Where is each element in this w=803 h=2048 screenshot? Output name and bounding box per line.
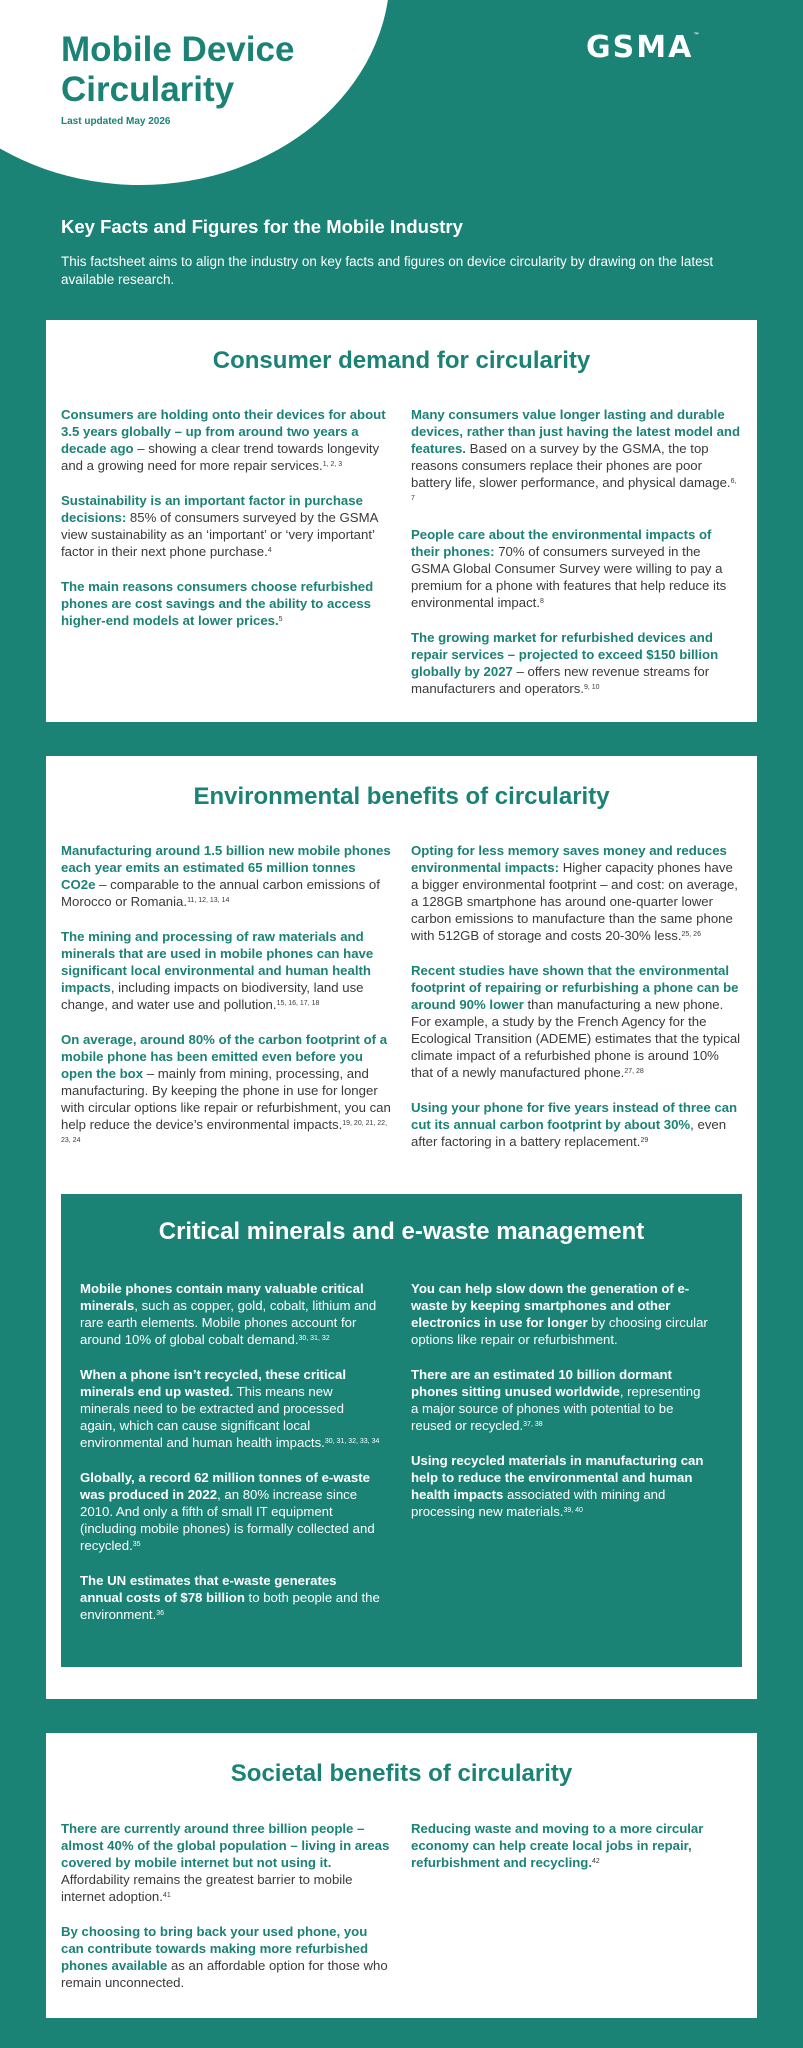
societal-right-column bbox=[411, 1820, 741, 1889]
fact-text: Higher capacity phones have a bigger environmental footprint – and cost: on average, a 128GB smartphone has around one-quarter lower carbon emissions to manufacture than the same phone with 512GB of storage and costs 20-30% less. bbox=[411, 860, 738, 943]
fact-highlight: Consumers are holding onto their devices for about 3.5 years globally – up from around two years a decade ago bbox=[61, 407, 386, 456]
fact-text: – comparable to the annual carbon emissions of Morocco or Romania. bbox=[61, 877, 380, 909]
fact-text: 70% of consumers surveyed in the GSMA Global Consumer Survey were willing to pay a premium for a phone with features that help reduce its environmental impact. bbox=[411, 544, 727, 610]
environmental-benefits-card bbox=[46, 756, 757, 1699]
intro-text: This factsheet aims to align the industry on key facts and figures on device circularity by drawing on the latest available research. bbox=[61, 254, 714, 287]
fact-paragraph bbox=[411, 1280, 711, 1348]
fact-highlight: Manufacturing around 1.5 billion new mobile phones each year emits an estimated 65 million tonnes CO2e bbox=[61, 843, 391, 892]
fact-text: 85% of consumers surveyed by the GSMA view sustainability as an ‘important’ or ‘very important’ factor in their next phone purchase. bbox=[61, 510, 378, 559]
fact-paragraph bbox=[411, 1452, 711, 1520]
fact-highlight: By choosing to bring back your used phone, you can contribute towards making more refurbished phones available bbox=[61, 1924, 369, 1973]
fact-highlight: People care about the environmental impacts of their phones: bbox=[411, 527, 712, 559]
fact-highlight: Sustainability is an important factor in purchase decisions: bbox=[61, 493, 363, 525]
logo-text: GSMA bbox=[586, 30, 694, 65]
societal-benefits-card bbox=[46, 1733, 757, 2018]
footnote-refs: 6, 7 bbox=[411, 478, 737, 502]
fact-text: Affordability remains the greatest barrier to mobile internet adoption. bbox=[61, 1872, 353, 1904]
consumer-demand-card bbox=[46, 320, 757, 722]
fact-text: Based on a survey by the GSMA, the top reasons consumers replace their phones are poor battery life, slower performance, and physical damage. bbox=[411, 441, 731, 490]
fact-highlight: Reducing waste and moving to a more circular economy can help create local jobs in repair, refurbishment and recycling. bbox=[411, 1821, 704, 1870]
fact-highlight: There are an estimated 10 billion dormant phones sitting unused worldwide bbox=[411, 1367, 672, 1399]
footnote-refs: 15, 16, 17, 18 bbox=[276, 1000, 320, 1007]
fact-highlight: Opting for less memory saves money and reduces environmental impacts: bbox=[411, 843, 727, 875]
fact-highlight: Many consumers value longer lasting and durable devices, rather than just having the latest model and features. bbox=[411, 407, 741, 456]
fact-highlight: Globally, a record 62 million tonnes of e-waste was produced in 2022 bbox=[80, 1470, 370, 1502]
footnote-refs: 19, 20, 21, 22, 23, 24 bbox=[61, 1120, 388, 1144]
minerals-right-column bbox=[411, 1280, 711, 1538]
fact-paragraph bbox=[411, 406, 741, 508]
fact-paragraph bbox=[80, 1366, 380, 1451]
fact-paragraph bbox=[411, 1820, 741, 1871]
fact-highlight: The growing market for refurbished devices and repair services – projected to exceed $150 billion globally by 2027 bbox=[411, 630, 719, 679]
fact-paragraph bbox=[411, 1099, 741, 1150]
fact-text: , even after factoring in a battery replacement. bbox=[411, 1117, 727, 1149]
fact-highlight: Recent studies have shown that the environmental footprint of repairing or refurbishing a phone can be around 90% lower bbox=[411, 963, 739, 1012]
fact-text: as an affordable option for those who remain unconnected. bbox=[61, 1958, 388, 1990]
last-updated-date: Last updated May 2026 bbox=[61, 116, 171, 127]
fact-paragraph bbox=[61, 406, 391, 474]
environmental-benefits-heading: Environmental benefits of circularity bbox=[193, 783, 610, 810]
footnote-refs: 36 bbox=[156, 1610, 165, 1617]
fact-highlight: The UN estimates that e-waste generates annual costs of $78 billion bbox=[80, 1573, 337, 1605]
footnote-refs: 35 bbox=[132, 1541, 141, 1548]
fact-highlight: The main reasons consumers choose refurbished phones are cost savings and the ability to access higher-end models at lower prices. bbox=[61, 579, 374, 628]
fact-paragraph bbox=[61, 1820, 391, 1905]
logo-trademark: ™ bbox=[693, 32, 700, 39]
fact-text: than manufacturing a new phone. For example, a study by the French Agency for the Ecological Transition (ADEME) estimates that the typical climate impact of a refurbished phone is around 10% that of a newly manufactured phone. bbox=[411, 997, 741, 1080]
fact-paragraph bbox=[411, 842, 741, 944]
fact-paragraph bbox=[411, 1366, 711, 1434]
fact-highlight: Using recycled materials in manufacturing can help to reduce the environmental and human health impacts bbox=[411, 1453, 704, 1502]
footnote-refs: 11, 12, 13, 14 bbox=[187, 897, 230, 904]
footnote-refs: 39, 40 bbox=[563, 1507, 583, 1514]
fact-text: , such as copper, gold, cobalt, lithium and rare earth elements. Mobile phones account for around 10% of global cobalt demand. bbox=[80, 1298, 377, 1347]
fact-highlight: There are currently around three billion people – almost 40% of the global population – living in areas covered by mobile internet but not using it. bbox=[61, 1821, 390, 1870]
fact-text: to both people and the environment. bbox=[80, 1590, 380, 1622]
fact-text: associated with mining and processing new materials. bbox=[411, 1487, 666, 1519]
environmental-left-column bbox=[61, 842, 391, 1168]
minerals-left-column bbox=[80, 1280, 380, 1641]
footnote-refs: 41 bbox=[162, 1892, 171, 1899]
critical-minerals-box bbox=[61, 1194, 742, 1667]
footnote-refs: 42 bbox=[592, 1858, 600, 1865]
fact-text: , an 80% increase since 2010. And only a fifth of small IT equipment (including mobile phones) is formally collected and recycled. bbox=[80, 1487, 375, 1553]
gsma-logo bbox=[586, 30, 699, 65]
fact-text: This means new minerals need to be extracted and processed again, which can cause significant local environmental and human health impacts. bbox=[80, 1384, 344, 1450]
fact-text: by choosing circular options like repair or refurbishment. bbox=[411, 1315, 708, 1347]
fact-paragraph bbox=[80, 1469, 380, 1554]
fact-highlight: Mobile phones contain many valuable critical minerals bbox=[80, 1281, 364, 1313]
fact-paragraph bbox=[80, 1280, 380, 1348]
footnote-refs: 8 bbox=[540, 598, 544, 605]
fact-paragraph bbox=[411, 962, 741, 1081]
fact-text: , including impacts on biodiversity, land use change, and water use and pollution. bbox=[61, 980, 364, 1012]
footnote-refs: 29 bbox=[640, 1137, 649, 1144]
fact-text: – mainly from mining, processing, and manufacturing. By keeping the phone in use for longer with circular options like repair or refurbishment, you can help reduce the device’s environmental impacts. bbox=[61, 1066, 391, 1132]
societal-left-column bbox=[61, 1820, 391, 2009]
footnote-refs: 30, 31, 32 bbox=[298, 1335, 330, 1342]
consumer-left-column bbox=[61, 406, 391, 647]
critical-minerals-heading: Critical minerals and e-waste management bbox=[158, 1218, 645, 1245]
intro-heading: Key Facts and Figures for the Mobile Industry bbox=[61, 216, 463, 237]
fact-paragraph bbox=[61, 492, 391, 560]
fact-paragraph bbox=[61, 1031, 391, 1150]
fact-paragraph bbox=[80, 1572, 380, 1623]
fact-highlight: You can help slow down the generation of e-waste by keeping smartphones and other electronics in use for longer bbox=[411, 1281, 690, 1330]
fact-paragraph bbox=[61, 928, 391, 1013]
fact-highlight: Using your phone for five years instead of three can cut its annual carbon footprint by about 30% bbox=[411, 1100, 738, 1132]
page-title: Mobile Device Circularity bbox=[61, 30, 295, 109]
fact-text: – offers new revenue streams for manufacturers and operators. bbox=[411, 664, 710, 696]
fact-text: – showing a clear trend towards longevity and a growing need for more repair services. bbox=[61, 441, 380, 473]
footnote-refs: 9, 10 bbox=[584, 684, 600, 691]
fact-paragraph bbox=[411, 526, 741, 611]
footnote-refs: 30, 31, 32, 33, 34 bbox=[324, 1438, 380, 1445]
fact-text: , representing a major source of phones with potential to be reused or recycled. bbox=[411, 1384, 701, 1433]
fact-paragraph bbox=[61, 578, 391, 629]
footnote-refs: 5 bbox=[278, 616, 283, 623]
societal-benefits-heading: Societal benefits of circularity bbox=[230, 1760, 573, 1787]
fact-highlight: On average, around 80% of the carbon footprint of a mobile phone has been emitted even before you open the box bbox=[61, 1032, 388, 1081]
fact-highlight: The mining and processing of raw materials and minerals that are used in mobile phones can have significant local environmental and human health impacts bbox=[61, 929, 374, 995]
consumer-right-column bbox=[411, 406, 741, 715]
footnote-refs: 4 bbox=[267, 547, 272, 554]
footnote-refs: 27, 28 bbox=[624, 1068, 644, 1075]
footnote-refs: 25, 26 bbox=[681, 931, 701, 938]
environmental-right-column bbox=[411, 842, 741, 1168]
fact-paragraph bbox=[411, 629, 741, 697]
fact-highlight: When a phone isn’t recycled, these critical minerals end up wasted. bbox=[80, 1367, 347, 1399]
fact-paragraph bbox=[61, 842, 391, 910]
footnote-refs: 37, 38 bbox=[523, 1421, 543, 1428]
footnote-refs: 1, 2, 3 bbox=[322, 461, 343, 468]
consumer-demand-heading: Consumer demand for circularity bbox=[212, 347, 591, 374]
fact-paragraph bbox=[61, 1923, 391, 1991]
